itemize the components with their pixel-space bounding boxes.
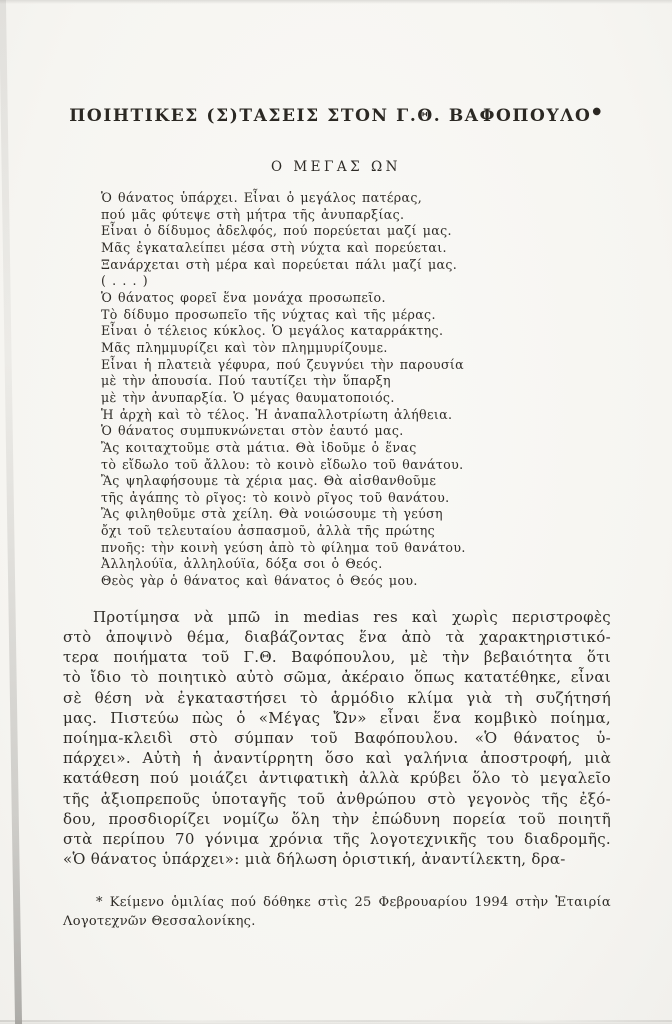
footnote [63, 893, 611, 931]
paragraph-line: τερα ποιήματα τοῦ Γ.Θ. Βαφόπουλου, μὲ τὴν βεβαιότητα ὅτι [63, 648, 611, 667]
poem-line: πού μᾶς φύτεψε στὴ μήτρα τῆς ἀνυπαρξίας. [101, 206, 405, 222]
poem-line: Ὁ θάνατος φορεῖ ἕνα μονάχα προσωπεῖο. [101, 289, 386, 305]
poem-title: Ο ΜΕΓΑΣ ΩΝ [271, 159, 401, 175]
poem-line: Ξανάρχεται στὴ μέρα καὶ πορεύεται πάλι μαζί μας. [101, 256, 458, 272]
paragraph-line: Προτίμησα νὰ μπῶ in medias res καὶ χωρὶς περιστροφὲς [93, 607, 611, 626]
poem-line: τῆς ἀγάπης τὸ ρῖγος: τὸ κοινὸ ρῖγος τοῦ θανάτου. [101, 489, 450, 505]
poem-line: Μᾶς πλημμυρίζει καὶ τὸν πλημμυρίζουμε. [101, 339, 388, 355]
paragraph-line: «Ὁ θάνατος ὑπάρχει»: μιὰ δήλωση ὁριστική, ἀναντίλεκτη, δρα- [63, 850, 566, 869]
poem-line: Εἶναι ὁ δίδυμος ἀδελφός, πού πορεύεται μαζί μας. [101, 223, 452, 239]
poem-line: Εἶναι ἡ πλατειὰ γέφυρα, πού ζευγνύει τὴν παρουσία [101, 356, 465, 372]
poem-line: Εἶναι ὁ τέλειος κύκλος. Ὁ μεγάλος καταρράκτης. [101, 323, 444, 339]
paragraph-line: σὲ θέση νὰ ἐγκαταστήσει τὸ ἁρμόδιο κλίμα γιὰ τὴ συζήτησή [63, 688, 611, 707]
poem-line: Τὸ δίδυμο προσωπεῖο τῆς νύχτας καὶ τῆς μέρας. [101, 306, 436, 322]
paragraph-line: κατάθεση πού μοιάζει ἀντιφατικὴ ἀλλὰ κρύβει ὅλο τὸ μεγαλεῖο [63, 769, 611, 788]
poem-line: Ὁ θάνατος συμπυκνώνεται στὸν ἑαυτό μας. [101, 423, 404, 439]
paragraph-line: πάρχει». Αὐτὴ ἡ ἀναντίρρητη ὅσο καὶ γαλήνια ἀποστροφή, μιὰ [63, 749, 611, 768]
paragraph-line: ποίημα-κλειδὶ στὸ σύμπαν τοῦ Βαφόπουλου. «Ὁ θάνατος ὑ- [63, 728, 611, 747]
poem-line: Ὁ θάνατος ὑπάρχει. Εἶναι ὁ μεγάλος πατέρας, [101, 190, 423, 205]
poem-line: τὸ εἴδωλο τοῦ ἄλλου: τὸ κοινὸ εἴδωλο τοῦ θανάτου. [101, 456, 464, 472]
paragraph-line: μας. Πιστεύω πὼς ὁ «Μέγας Ὤν» εἶναι ἕνα κομβικὸ ποίημα, [63, 708, 611, 727]
paragraph-line: δου, προσδιορίζει νομίζω ὅλη τὴν ἐπώδυνη πορεία τοῦ ποιητῆ [63, 809, 611, 828]
paragraph-line: στὰ περίπου 70 γόνιμα χρόνια τῆς λογοτεχνικῆς του διαδρομῆς. [63, 829, 611, 848]
poem-line: Ἂς κοιταχτοῦμε στὰ μάτια. Θὰ ἰδοῦμε ὁ ἕνας [101, 439, 417, 455]
paragraph-line: στὸ ἀποψινὸ θέμα, διαβάζοντας ἕνα ἀπὸ τὰ χαρακτηριστικό- [63, 627, 611, 646]
paragraph-line: τῆς ἀξιοπρεποῦς ὑποταγῆς τοῦ ἀνθρώπου στὸ γεγονὸς τῆς ἐξό- [63, 789, 611, 808]
body-paragraph [63, 607, 611, 870]
poem-line: μὲ τὴν ἀνυπαρξία. Ὁ μέγας θαυματοποιός. [101, 389, 395, 405]
paragraph-line: τὸ ἴδιο τὸ ποιητικὸ αὐτὸ σῶμα, ἀκέραιο ὅπως κατατέθηκε, εἶναι [63, 668, 611, 687]
scan-edge-bottom [0, 1020, 672, 1022]
poem-line: μὲ τὴν ἀπουσία. Πού ταυτίζει τὴν ὕπαρξη [101, 373, 391, 389]
poem-line: πνοῆς: τὴν κοινὴ γεύση ἀπὸ τὸ φίλημα τοῦ θανάτου. [101, 539, 466, 555]
article-title: ΠΟΙΗΤΙΚΕΣ (Σ)ΤΑΣΕΙΣ ΣΤΟΝ Γ.Θ. ΒΑΦΟΠΟΥΛΟ● [69, 106, 603, 126]
poem-block [0, 190, 672, 590]
poem-line: Θεὸς γὰρ ὁ θάνατος καὶ θάνατος ὁ Θεός μου. [101, 573, 418, 589]
poem-line: Ἀλληλούϊα, ἀλληλούϊα, δόξα σοι ὁ Θεός. [101, 556, 383, 572]
footnote-line: Λογοτεχνῶν Θεσσαλονίκης. [63, 914, 256, 930]
poem-line: Μᾶς ἐγκαταλείπει μέσα στὴ νύχτα καὶ πορεύεται. [101, 239, 447, 255]
poem-line: ( . . . ) [101, 273, 148, 289]
poem-line: ὄχι τοῦ τελευταίου ἀσπασμοῦ, ἀλλὰ τῆς πρώτης [101, 523, 436, 539]
article-title-text: ΠΟΙΗΤΙΚΕΣ (Σ)ΤΑΣΕΙΣ ΣΤΟΝ Γ.Θ. ΒΑΦΟΠΟΥΛΟ [69, 106, 592, 126]
poem-line: Ἂς ψηλαφήσουμε τὰ χέρια μας. Θὰ αἰσθανθοῦμε [101, 473, 437, 489]
poem-line: Ἡ ἀρχὴ καὶ τὸ τέλος. Ἡ ἀναπαλλοτρίωτη ἀλήθεια. [101, 406, 453, 422]
footnote-line: * Κείμενο ὁμιλίας πού δόθηκε στὶς 25 Φεβρουαρίου 1994 στὴν Ἑταιρία [96, 895, 611, 911]
poem-line: Ἂς φιληθοῦμε στὰ χείλη. Θὰ νοιώσουμε τὴ γεύση [101, 506, 443, 522]
